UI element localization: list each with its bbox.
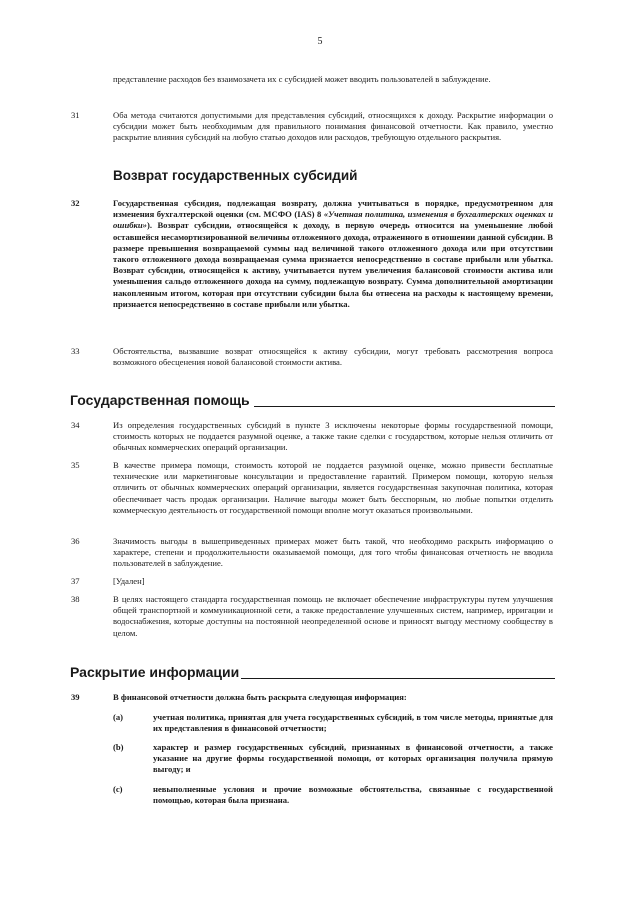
- heading-rule: [254, 406, 555, 407]
- paragraph-text: В качестве примера помощи, стоимость которой не поддается разумной оценке, можно привести бесплатные технические или маркетинговые консультации и предоставление гарантий. Примером помощи, которую нельзя отличить от обычных коммерческих операций организации, является государственная закупочная политика, которая обеспечивает часть продаж организации. Наличие выгоды может быть бесспорным, но любые попытки отделить коммерческую деятельность от государственной помощи вполне могут оказаться произвольными.: [113, 460, 553, 515]
- paragraph-number: 33: [71, 346, 80, 356]
- paragraph-number: 35: [71, 460, 80, 470]
- paragraph-number: 34: [71, 420, 80, 430]
- paragraph-text: В финансовой отчетности должна быть раскрыта следующая информация:: [113, 692, 407, 702]
- paragraph-number: 32: [71, 198, 80, 208]
- section-heading-repayment: Возврат государственных субсидий: [113, 168, 358, 183]
- section-heading-assistance: Государственная помощь: [70, 392, 250, 408]
- list-item-label: (a): [113, 712, 124, 722]
- paragraph-number: 31: [71, 110, 80, 120]
- section-heading-disclosure: Раскрытие информации: [70, 664, 240, 680]
- paragraph-text-italic: «Учетная политика, изменения в бухгалтерских оценках и ошибки»: [113, 209, 553, 231]
- paragraph-text: Из определения государственных субсидий в пункте 3 исключены некоторые формы государственной помощи, стоимость которых не поддается разумной оценке, а также такие сделки с государством, которые нельзя отличить от обычных коммерческих операций организации.: [113, 420, 553, 453]
- paragraph-text: [113, 198, 553, 310]
- paragraph-text-part-a: Государственная субсидия, подлежащая возврату, должна учитываться в порядке, предусмотренном для изменения бухгалтерской оценки (см. МСФО (IAS) 8: [113, 198, 553, 220]
- continuation-text: представление расходов без взаимозачета их с субсидией может вводить пользователей в заблуждение.: [113, 74, 491, 84]
- paragraph-number: 37: [71, 576, 80, 586]
- paragraph-text: Обстоятельства, вызвавшие возврат относящейся к активу субсидии, могут требовать рассмотрения вопроса возможного обесценения новой балансовой стоимости актива.: [113, 346, 553, 368]
- paragraph-number: 38: [71, 594, 80, 604]
- paragraph-text-part-b: ). Возврат субсидии, относящейся к доходу, в первую очередь относится на уменьшение любой оставшейся несамортизированной величины отложенного дохода, отраженного в отношении данной субсидии. В размере превышения возвращаемой суммы над величиной такого отложенного дохода или при отсутствии такого отложенного дохода возвращаемая сумма признается непосредственно в составе прибыли или убытка. Возврат субсидии, относящейся к активу, учитывается путем увеличения балансовой стоимости актива или уменьшения сальдо отложенного дохода на сумму, подлежащую возврату. Сумма дополнительной амортизации накопленным итогом, которая при отсутствии субсидии была бы отнесена на расходы к настоящему времени, признается непосредственно в составе прибыли или убытка.: [113, 220, 553, 309]
- list-item-text: невыполненные условия и прочие возможные обстоятельства, связанные с государственной помощью, которая была признана.: [153, 784, 553, 806]
- paragraph-text: В целях настоящего стандарта государственная помощь не включает обеспечение инфраструктуры путем улучшения общей транспортной и коммуникационной сети, а также предоставление улучшенных систем, например, ирригации и водоснабжения, которые доступны на постоянной неопределенной основе и приносят выгоду местному сообществу в целом.: [113, 594, 553, 638]
- list-item-label: (b): [113, 742, 124, 752]
- list-item-text: учетная политика, принятая для учета государственных субсидий, в том числе методы, принятые для их представления в финансовой отчетности;: [153, 712, 553, 734]
- paragraph-text: Значимость выгоды в вышеприведенных примерах может быть такой, что необходимо раскрыть информацию о характере, степени и продолжительности оказываемой помощи, для того чтобы финансовая отчетность не вводила пользователей в заблуждение.: [113, 536, 553, 569]
- list-item-text: характер и размер государственных субсидий, признанных в финансовой отчетности, а также указание на другие формы государственной помощи, от которых организация получила прямую выгоду; и: [153, 742, 553, 775]
- page-number: 5: [317, 36, 323, 47]
- heading-rule: [241, 678, 555, 679]
- list-item-label: (c): [113, 784, 123, 794]
- paragraph-text: [Удален]: [113, 576, 145, 586]
- paragraph-text: Оба метода считаются допустимыми для представления субсидий, относящихся к доходу. Раскрытие информации о субсидии может быть необходимым для правильного понимания финансовой отчетности. Как правило, уместно раскрытие влияния субсидий на любую статью доходов или расходов, требующую отдельного раскрытия.: [113, 110, 553, 143]
- paragraph-number: 39: [71, 692, 80, 702]
- paragraph-number: 36: [71, 536, 80, 546]
